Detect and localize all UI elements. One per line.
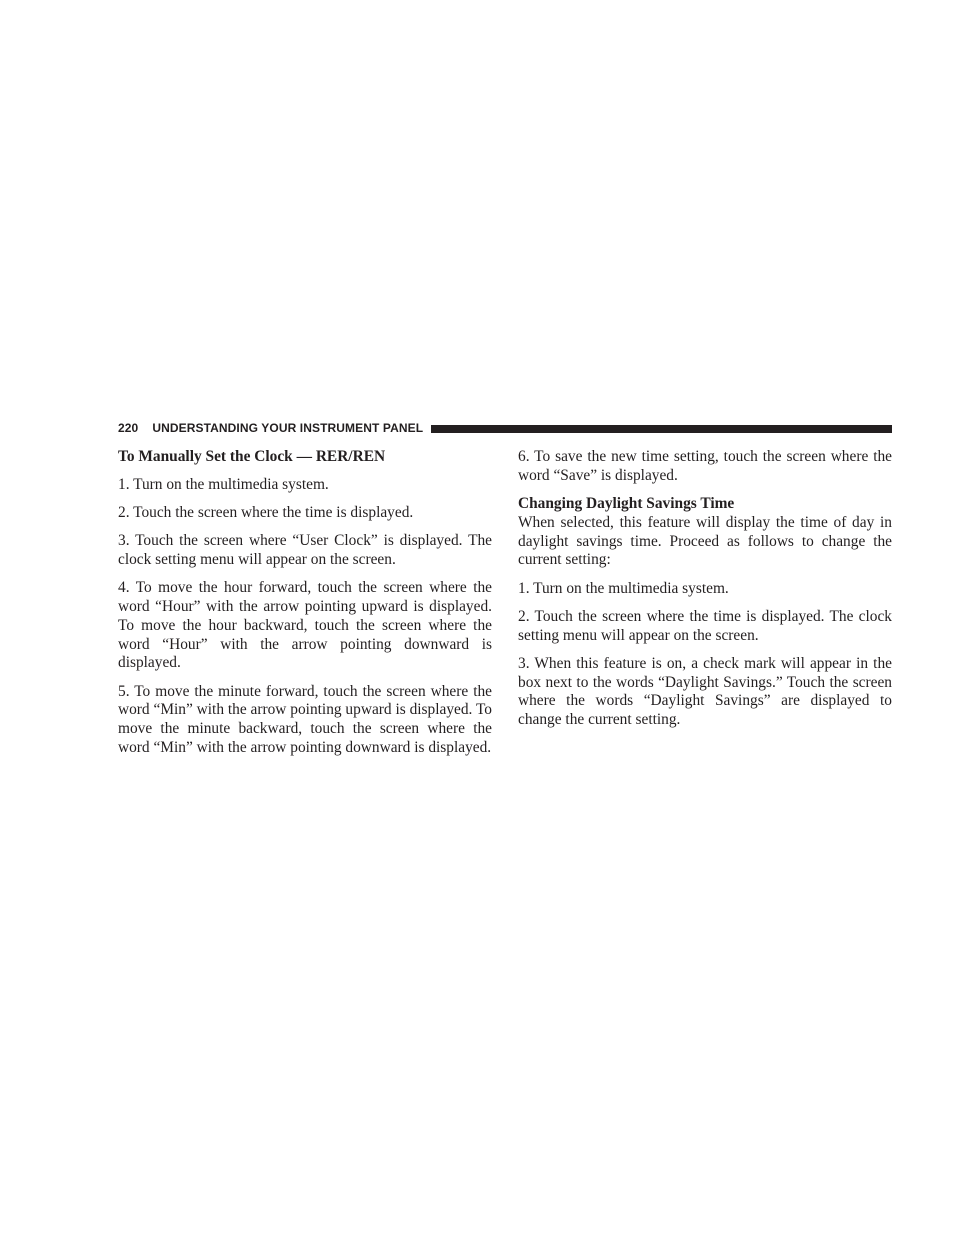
daylight-savings-step-1: 1. Turn on the multimedia system.: [518, 579, 729, 597]
left-column: [118, 448, 492, 767]
manual-clock-step-4: 4. To move the hour forward, touch the screen where the word “Hour” with the arrow pointing upward is displayed. To move the hour backward, touch the screen where the word “Hour” with the arrow pointing downward is displayed.: [118, 579, 492, 672]
manual-clock-heading: To Manually Set the Clock — RER/REN: [118, 448, 386, 465]
manual-clock-step-1: 1. Turn on the multimedia system.: [118, 475, 329, 493]
page-number: 220: [118, 421, 139, 435]
daylight-savings-intro: When selected, this feature will display the time of day in daylight savings time. Proceed as follows to change the current setting:: [518, 513, 892, 569]
manual-clock-step-2: 2. Touch the screen where the time is displayed.: [118, 503, 414, 521]
header-rule: [431, 425, 892, 433]
daylight-savings-step-3: 3. When this feature is on, a check mark will appear in the box next to the words “Daylight Savings.” Touch the screen where the words “Daylight Savings” are displayed to change the current setting.: [518, 654, 892, 729]
daylight-savings-heading: Changing Daylight Savings Time: [518, 494, 735, 512]
daylight-savings-step-2: 2. Touch the screen where the time is displayed. The clock setting menu will appear on the screen.: [518, 607, 892, 644]
manual-clock-step-3: 3. Touch the screen where “User Clock” is displayed. The clock setting menu will appear on the screen.: [118, 532, 492, 568]
section-title: UNDERSTANDING YOUR INSTRUMENT PANEL: [152, 421, 424, 435]
manual-clock-step-6: 6. To save the new time setting, touch the screen where the word “Save” is displayed.: [518, 448, 892, 484]
page-header: [118, 420, 892, 436]
right-column: [518, 448, 892, 739]
manual-clock-step-5: 5. To move the minute forward, touch the screen where the word “Min” with the arrow pointing upward is displayed. To move the minute backward, touch the screen where the word “Min” with the arrow pointing downward is displayed.: [118, 682, 492, 756]
